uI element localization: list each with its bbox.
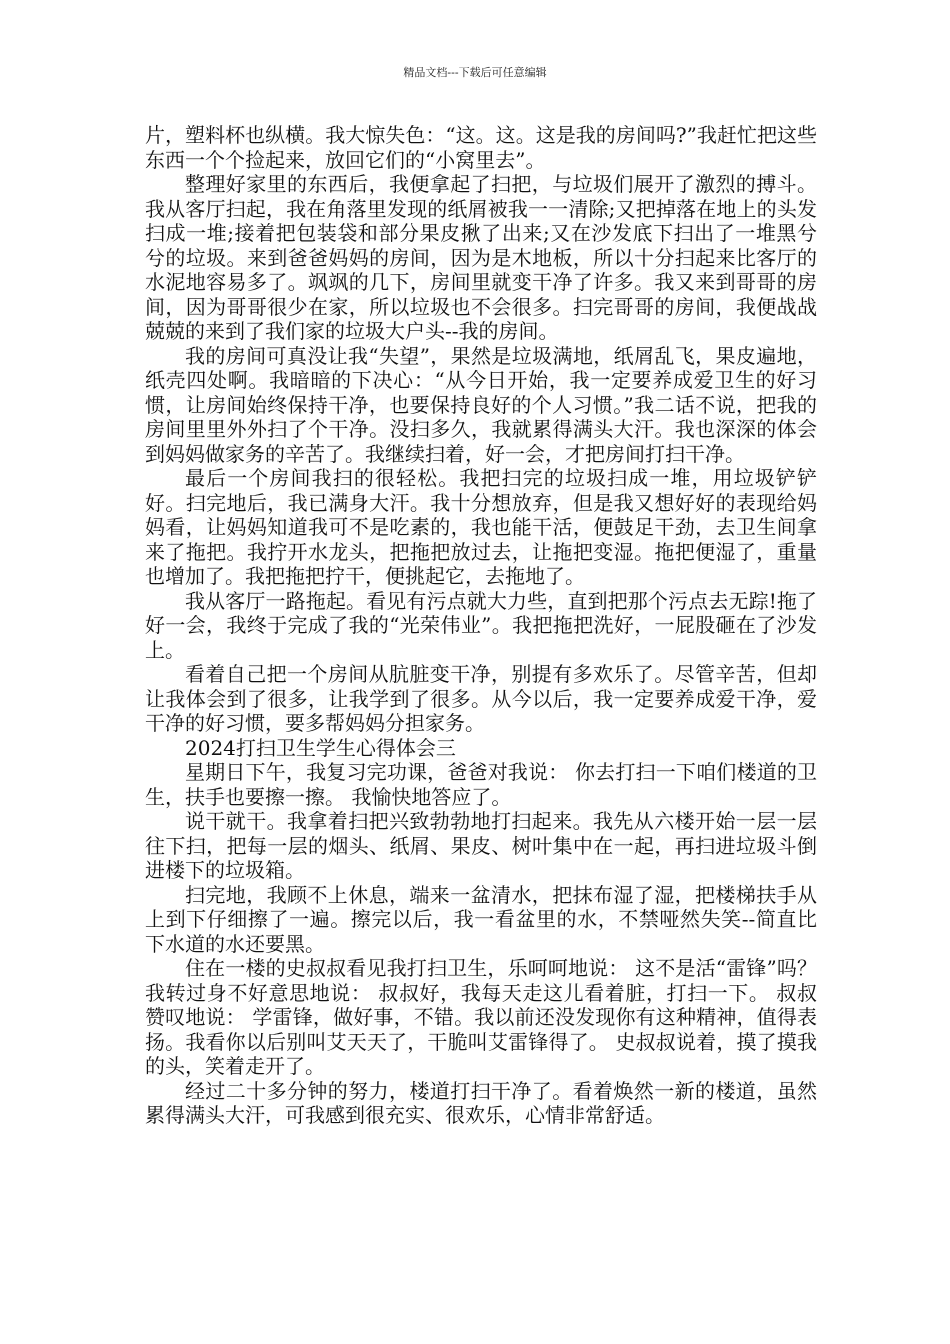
paragraph: 星期日下午，我复习完功课，爸爸对我说： 你去打扫一下咱们楼道的卫生，扶手也要擦一擦。 我愉快地答应了。: [145, 760, 817, 809]
paragraph: 说干就干。我拿着扫把兴致勃勃地打扫起来。我先从六楼开始一层一层往下扫，把每一层的烟头、纸屑、果皮、树叶集中在一起，再扫进垃圾斗倒进楼下的垃圾箱。: [145, 809, 817, 882]
paragraph: 经过二十多分钟的努力，楼道打扫干净了。看着焕然一新的楼道，虽然累得满头大汗，可我感到很充实、很欢乐，心情非常舒适。: [145, 1078, 817, 1127]
section-heading: 2024打扫卫生学生心得体会三: [185, 735, 456, 760]
paragraph: 扫完地，我顾不上休息，端来一盆清水，把抹布湿了湿，把楼梯扶手从上到下仔细擦了一遍。擦完以后，我一看盆里的水，不禁哑然失笑--简直比下水道的水还要黑。: [145, 882, 817, 956]
document-body: [145, 123, 817, 1128]
paragraph: 片，塑料杯也纵横。我大惊失色：“这。这。这是我的房间吗?”我赶忙把这些东西一个个捡起来，放回它们的“小窝里去”。: [145, 123, 817, 172]
paragraph: 我的房间可真没让我“失望”，果然是垃圾满地，纸屑乱飞，果皮遍地，纸壳四处啊。我暗暗的下决心：“从今日开始，我一定要养成爱卫生的好习惯，让房间始终保持干净，也要保持良好的个人习惯。”我二话不说，把我的房间里里外外扫了个干净。没扫多久，我就累得满头大汗。我也深深的体会到妈妈做家务的辛苦了。我继续扫着，好一会，才把房间打扫干净。: [145, 343, 817, 466]
page-header: 精品文档---下载后可任意编辑: [403, 66, 547, 79]
paragraph: 住在一楼的史叔叔看见我打扫卫生，乐呵呵地说： 这不是活“雷锋”吗？ 我转过身不好意思地说： 叔叔好，我每天走这儿看着脏，打扫一下。 叔叔赞叹地说： 学雷锋，做好事，不错。我以前还没发现你有这种精神，值得表扬。我看你以后别叫艾天天了，干脆叫艾雷锋得了。 史叔叔说着，摸了摸我的头，笑着走开了。: [145, 956, 817, 1078]
paragraph: 整理好家里的东西后，我便拿起了扫把，与垃圾们展开了激烈的搏斗。我从客厅扫起，我在角落里发现的纸屑被我一一清除;又把掉落在地上的头发扫成一堆;接着把包装袋和部分果皮揪了出来;又在沙发底下扫出了一堆黑兮兮的垃圾。来到爸爸妈妈的房间，因为是木地板，所以十分扫起来比客厅的水泥地容易多了。飒飒的几下，房间里就变干净了许多。我又来到哥哥的房间，因为哥哥很少在家，所以垃圾也不会很多。扫完哥哥的房间，我便战战兢兢的来到了我们家的垃圾大户头--我的房间。: [145, 172, 817, 343]
paragraph: 我从客厅一路拖起。看见有污点就大力些，直到把那个污点去无踪!拖了好一会，我终于完成了我的“光荣伟业”。我把拖把洗好，一屁股砸在了沙发上。: [145, 588, 817, 662]
paragraph: 看着自己把一个房间从肮脏变干净，别提有多欢乐了。尽管辛苦，但却让我体会到了很多，让我学到了很多。从今以后，我一定要养成爱干净，爱干净的好习惯，要多帮妈妈分担家务。: [145, 662, 817, 735]
paragraph: 最后一个房间我扫的很轻松。我把扫完的垃圾扫成一堆，用垃圾铲铲好。扫完地后，我已满身大汗。我十分想放弃，但是我又想好好的表现给妈妈看，让妈妈知道我可不是吃素的，我也能干活，便鼓足干劲，去卫生间拿来了拖把。我拧开水龙头，把拖把放过去，让拖把变湿。拖把便湿了，重量也增加了。我把拖把拧干，便挑起它，去拖地了。: [145, 466, 817, 588]
